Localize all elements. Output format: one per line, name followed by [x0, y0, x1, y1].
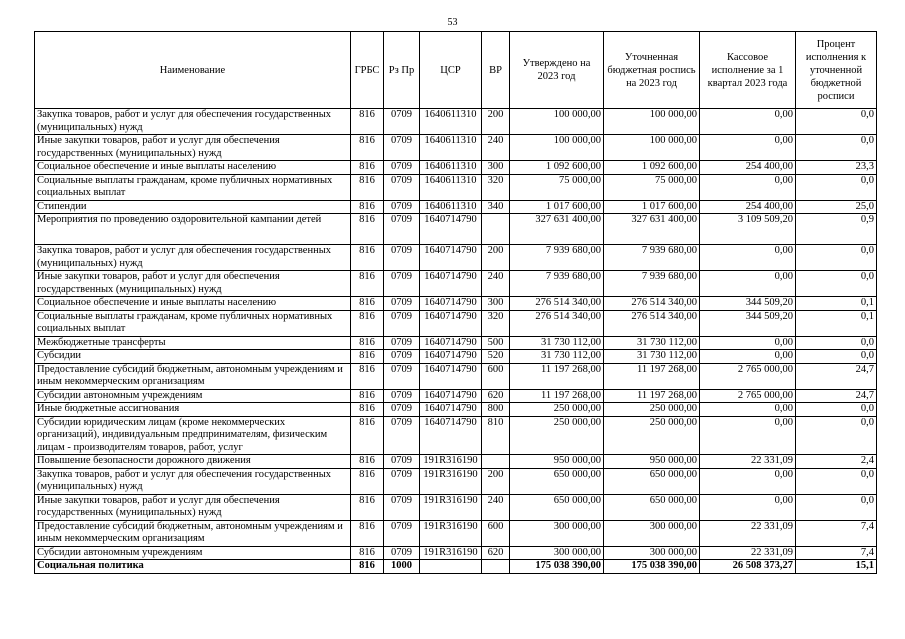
cell-percent: 0,0 — [796, 350, 877, 364]
cell-percent: 0,9 — [796, 214, 877, 245]
cell-executed: 0,00 — [700, 245, 796, 271]
cell-approved: 1 092 600,00 — [510, 161, 604, 175]
table-row — [35, 560, 877, 574]
cell-refined: 300 000,00 — [604, 520, 700, 546]
cell-csr: 1640611310 — [420, 109, 482, 135]
cell-rzpr: 0709 — [384, 520, 420, 546]
cell-grbs: 816 — [351, 546, 384, 560]
cell-refined: 276 514 340,00 — [604, 310, 700, 336]
cell-percent: 0,0 — [796, 109, 877, 135]
cell-grbs: 816 — [351, 214, 384, 245]
cell-grbs: 816 — [351, 310, 384, 336]
cell-vr — [482, 560, 510, 574]
cell-refined: 327 631 400,00 — [604, 214, 700, 245]
cell-rzpr: 0709 — [384, 389, 420, 403]
cell-approved: 300 000,00 — [510, 520, 604, 546]
cell-rzpr: 0709 — [384, 468, 420, 494]
cell-grbs: 816 — [351, 363, 384, 389]
cell-refined: 250 000,00 — [604, 403, 700, 417]
cell-name: Стипендии — [35, 200, 351, 214]
cell-grbs: 816 — [351, 135, 384, 161]
cell-approved: 1 017 600,00 — [510, 200, 604, 214]
cell-grbs: 816 — [351, 468, 384, 494]
cell-vr: 200 — [482, 468, 510, 494]
cell-csr: 1640714790 — [420, 336, 482, 350]
table-row — [35, 363, 877, 389]
cell-refined: 250 000,00 — [604, 416, 700, 455]
cell-rzpr: 0709 — [384, 297, 420, 311]
table-row — [35, 161, 877, 175]
cell-name: Иные закупки товаров, работ и услуг для обеспечения государственных (муниципальных) нужд — [35, 494, 351, 520]
cell-approved: 950 000,00 — [510, 455, 604, 469]
cell-rzpr: 0709 — [384, 455, 420, 469]
cell-approved: 250 000,00 — [510, 416, 604, 455]
cell-refined: 300 000,00 — [604, 546, 700, 560]
cell-vr: 240 — [482, 271, 510, 297]
cell-percent: 0,0 — [796, 336, 877, 350]
cell-approved: 75 000,00 — [510, 174, 604, 200]
table-row — [35, 109, 877, 135]
cell-percent: 0,0 — [796, 174, 877, 200]
budget-table — [34, 31, 877, 574]
cell-approved: 300 000,00 — [510, 546, 604, 560]
cell-name: Социальное обеспечение и иные выплаты населению — [35, 161, 351, 175]
cell-approved: 100 000,00 — [510, 135, 604, 161]
cell-executed: 22 331,09 — [700, 455, 796, 469]
cell-vr: 600 — [482, 520, 510, 546]
cell-percent: 2,4 — [796, 455, 877, 469]
cell-executed: 22 331,09 — [700, 546, 796, 560]
cell-csr: 1640714790 — [420, 363, 482, 389]
cell-rzpr: 0709 — [384, 350, 420, 364]
cell-grbs: 816 — [351, 174, 384, 200]
cell-name: Субсидии автономным учреждениям — [35, 546, 351, 560]
cell-refined: 100 000,00 — [604, 135, 700, 161]
cell-percent: 15,1 — [796, 560, 877, 574]
cell-csr: 1640714790 — [420, 271, 482, 297]
cell-grbs: 816 — [351, 297, 384, 311]
cell-rzpr: 0709 — [384, 135, 420, 161]
cell-approved: 276 514 340,00 — [510, 297, 604, 311]
cell-rzpr: 0709 — [384, 245, 420, 271]
cell-percent: 25,0 — [796, 200, 877, 214]
cell-grbs: 816 — [351, 109, 384, 135]
cell-vr: 300 — [482, 161, 510, 175]
cell-csr: 1640714790 — [420, 389, 482, 403]
cell-csr: 1640611310 — [420, 161, 482, 175]
table-row — [35, 494, 877, 520]
cell-executed: 0,00 — [700, 494, 796, 520]
cell-executed: 344 509,20 — [700, 297, 796, 311]
cell-refined: 7 939 680,00 — [604, 271, 700, 297]
cell-name: Закупка товаров, работ и услуг для обеспечения государственных (муниципальных) нужд — [35, 245, 351, 271]
cell-percent: 0,1 — [796, 310, 877, 336]
cell-name: Субсидии юридическим лицам (кроме некоммерческих организаций), индивидуальным предпринимателям, физическим лицам - производителям товаров, работ, услуг — [35, 416, 351, 455]
cell-executed: 0,00 — [700, 174, 796, 200]
cell-executed: 0,00 — [700, 403, 796, 417]
header-refined: Уточненная бюджетная роспись на 2023 год — [604, 32, 700, 109]
header-rzpr: Рз Пр — [384, 32, 420, 109]
cell-csr: 191R316190 — [420, 520, 482, 546]
cell-vr: 520 — [482, 350, 510, 364]
cell-vr — [482, 214, 510, 245]
cell-rzpr: 0709 — [384, 336, 420, 350]
cell-csr: 191R316190 — [420, 468, 482, 494]
cell-approved: 650 000,00 — [510, 494, 604, 520]
cell-vr: 620 — [482, 546, 510, 560]
cell-rzpr: 0709 — [384, 416, 420, 455]
cell-grbs: 816 — [351, 416, 384, 455]
cell-name: Социальные выплаты гражданам, кроме публичных нормативных социальных выплат — [35, 310, 351, 336]
cell-executed: 0,00 — [700, 416, 796, 455]
cell-percent: 0,0 — [796, 271, 877, 297]
cell-grbs: 816 — [351, 200, 384, 214]
cell-rzpr: 0709 — [384, 200, 420, 214]
table-row — [35, 350, 877, 364]
cell-executed: 0,00 — [700, 350, 796, 364]
table-row — [35, 310, 877, 336]
cell-refined: 11 197 268,00 — [604, 389, 700, 403]
cell-executed: 0,00 — [700, 468, 796, 494]
cell-executed: 0,00 — [700, 135, 796, 161]
cell-rzpr: 0709 — [384, 161, 420, 175]
cell-refined: 100 000,00 — [604, 109, 700, 135]
table-row — [35, 455, 877, 469]
cell-vr: 200 — [482, 109, 510, 135]
cell-rzpr: 0709 — [384, 363, 420, 389]
cell-vr: 810 — [482, 416, 510, 455]
cell-executed: 254 400,00 — [700, 200, 796, 214]
cell-name: Социальная политика — [35, 560, 351, 574]
table-header-row — [35, 32, 877, 109]
cell-refined: 31 730 112,00 — [604, 336, 700, 350]
cell-csr: 1640611310 — [420, 135, 482, 161]
cell-refined: 175 038 390,00 — [604, 560, 700, 574]
cell-refined: 11 197 268,00 — [604, 363, 700, 389]
cell-rzpr: 0709 — [384, 214, 420, 245]
cell-csr: 1640714790 — [420, 214, 482, 245]
cell-name: Закупка товаров, работ и услуг для обеспечения государственных (муниципальных) нужд — [35, 468, 351, 494]
cell-approved: 250 000,00 — [510, 403, 604, 417]
cell-percent: 0,0 — [796, 468, 877, 494]
table-row — [35, 174, 877, 200]
table-row — [35, 389, 877, 403]
cell-grbs: 816 — [351, 403, 384, 417]
cell-approved: 327 631 400,00 — [510, 214, 604, 245]
header-executed: Кассовое исполнение за 1 квартал 2023 года — [700, 32, 796, 109]
cell-approved: 11 197 268,00 — [510, 389, 604, 403]
cell-executed: 26 508 373,27 — [700, 560, 796, 574]
cell-vr: 320 — [482, 310, 510, 336]
cell-approved: 100 000,00 — [510, 109, 604, 135]
cell-grbs: 816 — [351, 245, 384, 271]
table-row — [35, 135, 877, 161]
table-row — [35, 520, 877, 546]
cell-vr: 320 — [482, 174, 510, 200]
cell-percent: 0,0 — [796, 416, 877, 455]
table-body — [35, 109, 877, 574]
table-row — [35, 214, 877, 245]
cell-grbs: 816 — [351, 336, 384, 350]
cell-vr: 600 — [482, 363, 510, 389]
cell-name: Социальные выплаты гражданам, кроме публичных нормативных социальных выплат — [35, 174, 351, 200]
cell-rzpr: 0709 — [384, 109, 420, 135]
cell-executed: 2 765 000,00 — [700, 363, 796, 389]
cell-approved: 31 730 112,00 — [510, 350, 604, 364]
cell-grbs: 816 — [351, 271, 384, 297]
header-grbs: ГРБС — [351, 32, 384, 109]
cell-csr: 1640714790 — [420, 297, 482, 311]
cell-percent: 0,0 — [796, 494, 877, 520]
cell-executed: 22 331,09 — [700, 520, 796, 546]
table-row — [35, 403, 877, 417]
cell-executed: 0,00 — [700, 109, 796, 135]
cell-refined: 75 000,00 — [604, 174, 700, 200]
cell-name: Субсидии — [35, 350, 351, 364]
cell-vr: 340 — [482, 200, 510, 214]
cell-rzpr: 0709 — [384, 174, 420, 200]
table-row — [35, 200, 877, 214]
cell-name: Иные бюджетные ассигнования — [35, 403, 351, 417]
cell-csr: 191R316190 — [420, 494, 482, 520]
cell-percent: 0,1 — [796, 297, 877, 311]
cell-vr: 240 — [482, 494, 510, 520]
cell-vr: 500 — [482, 336, 510, 350]
cell-vr: 240 — [482, 135, 510, 161]
cell-approved: 31 730 112,00 — [510, 336, 604, 350]
cell-grbs: 816 — [351, 520, 384, 546]
table-row — [35, 468, 877, 494]
cell-refined: 1 092 600,00 — [604, 161, 700, 175]
cell-vr — [482, 455, 510, 469]
header-name: Наименование — [35, 32, 351, 109]
cell-executed: 254 400,00 — [700, 161, 796, 175]
table-row — [35, 336, 877, 350]
cell-vr: 620 — [482, 389, 510, 403]
cell-percent: 23,3 — [796, 161, 877, 175]
cell-name: Предоставление субсидий бюджетным, автономным учреждениям и иным некоммерческим организациям — [35, 363, 351, 389]
cell-rzpr: 0709 — [384, 546, 420, 560]
cell-approved: 175 038 390,00 — [510, 560, 604, 574]
cell-executed: 2 765 000,00 — [700, 389, 796, 403]
header-approved: Утверждено на 2023 год — [510, 32, 604, 109]
cell-grbs: 816 — [351, 389, 384, 403]
cell-rzpr: 0709 — [384, 271, 420, 297]
cell-name: Межбюджетные трансферты — [35, 336, 351, 350]
cell-vr: 800 — [482, 403, 510, 417]
table-row — [35, 297, 877, 311]
cell-name: Мероприятия по проведению оздоровительной кампании детей — [35, 214, 351, 245]
table-row — [35, 245, 877, 271]
cell-percent: 0,0 — [796, 135, 877, 161]
cell-grbs: 816 — [351, 494, 384, 520]
cell-grbs: 816 — [351, 350, 384, 364]
header-percent: Процент исполнения к уточненной бюджетной росписи — [796, 32, 877, 109]
cell-percent: 0,0 — [796, 245, 877, 271]
cell-refined: 1 017 600,00 — [604, 200, 700, 214]
cell-refined: 7 939 680,00 — [604, 245, 700, 271]
cell-vr: 200 — [482, 245, 510, 271]
cell-csr: 1640611310 — [420, 174, 482, 200]
cell-name: Социальное обеспечение и иные выплаты населению — [35, 297, 351, 311]
cell-executed: 0,00 — [700, 336, 796, 350]
cell-grbs: 816 — [351, 455, 384, 469]
cell-refined: 650 000,00 — [604, 468, 700, 494]
cell-csr: 1640714790 — [420, 245, 482, 271]
cell-percent: 7,4 — [796, 520, 877, 546]
cell-approved: 7 939 680,00 — [510, 245, 604, 271]
cell-approved: 650 000,00 — [510, 468, 604, 494]
cell-percent: 7,4 — [796, 546, 877, 560]
cell-rzpr: 1000 — [384, 560, 420, 574]
cell-refined: 31 730 112,00 — [604, 350, 700, 364]
cell-executed: 3 109 509,20 — [700, 214, 796, 245]
cell-name: Иные закупки товаров, работ и услуг для обеспечения государственных (муниципальных) нужд — [35, 135, 351, 161]
cell-grbs: 816 — [351, 560, 384, 574]
page-number: 53 — [447, 17, 458, 28]
cell-vr: 300 — [482, 297, 510, 311]
cell-percent: 24,7 — [796, 389, 877, 403]
cell-executed: 344 509,20 — [700, 310, 796, 336]
cell-csr: 1640714790 — [420, 416, 482, 455]
cell-csr — [420, 560, 482, 574]
cell-percent: 24,7 — [796, 363, 877, 389]
cell-approved: 276 514 340,00 — [510, 310, 604, 336]
cell-executed: 0,00 — [700, 271, 796, 297]
cell-rzpr: 0709 — [384, 403, 420, 417]
cell-name: Закупка товаров, работ и услуг для обеспечения государственных (муниципальных) нужд — [35, 109, 351, 135]
cell-approved: 11 197 268,00 — [510, 363, 604, 389]
cell-refined: 650 000,00 — [604, 494, 700, 520]
cell-refined: 276 514 340,00 — [604, 297, 700, 311]
cell-rzpr: 0709 — [384, 494, 420, 520]
cell-approved: 7 939 680,00 — [510, 271, 604, 297]
cell-csr: 1640611310 — [420, 200, 482, 214]
cell-csr: 1640714790 — [420, 310, 482, 336]
cell-csr: 1640714790 — [420, 350, 482, 364]
cell-csr: 1640714790 — [420, 403, 482, 417]
cell-csr: 191R316190 — [420, 546, 482, 560]
cell-csr: 191R316190 — [420, 455, 482, 469]
cell-rzpr: 0709 — [384, 310, 420, 336]
cell-refined: 950 000,00 — [604, 455, 700, 469]
cell-name: Субсидии автономным учреждениям — [35, 389, 351, 403]
cell-name: Иные закупки товаров, работ и услуг для обеспечения государственных (муниципальных) нужд — [35, 271, 351, 297]
cell-name: Повышение безопасности дорожного движения — [35, 455, 351, 469]
table-row — [35, 546, 877, 560]
cell-grbs: 816 — [351, 161, 384, 175]
header-vr: ВР — [482, 32, 510, 109]
table-row — [35, 271, 877, 297]
cell-percent: 0,0 — [796, 403, 877, 417]
header-csr: ЦСР — [420, 32, 482, 109]
table-row — [35, 416, 877, 455]
cell-name: Предоставление субсидий бюджетным, автономным учреждениям и иным некоммерческим организациям — [35, 520, 351, 546]
